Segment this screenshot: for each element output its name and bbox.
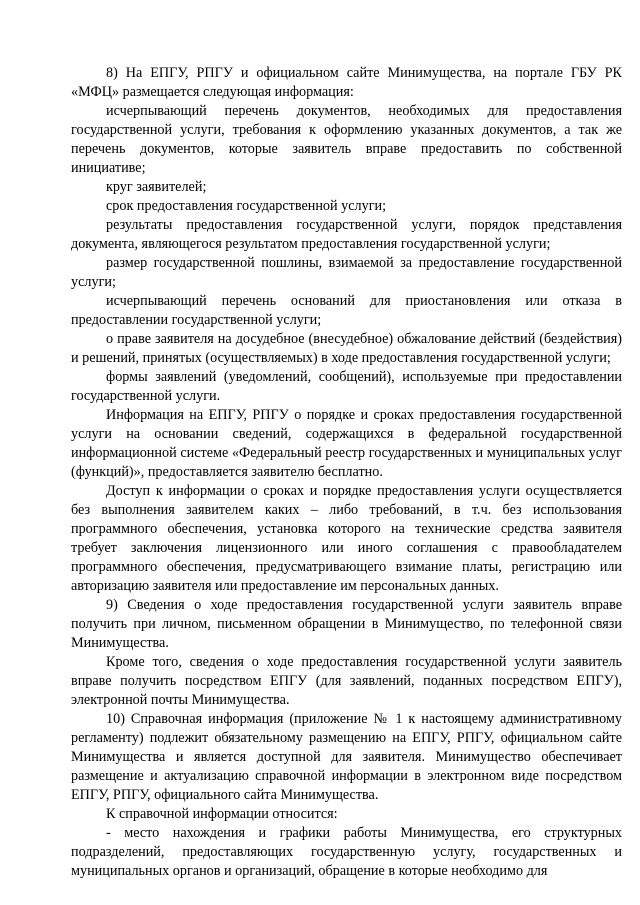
paragraph-state-fee: размер государственной пошлины, взимаемой за предоставление государственной услуги; bbox=[71, 255, 622, 290]
paragraph-applicants: круг заявителей; bbox=[106, 179, 207, 195]
paragraph-appeal-rights: о праве заявителя на досудебное (внесудебное) обжалование действий (бездействия) и решений, принятых (осуществляемых) в ходе предоставления государственной услуги; bbox=[71, 331, 622, 366]
paragraph-documents-list: исчерпывающий перечень документов, необходимых для предоставления государственной услуги, требования к оформлению указанных документов, а так же перечень документов, которые заявитель вправе предоставить по собственной инициативе; bbox=[71, 103, 622, 176]
paragraph-free-information: Информация на ЕПГУ, РПГУ о порядке и сроках предоставления государственной услуги на основании сведений, содержащихся в федеральной государственной информационной системе «Федеральный реестр государственных и муниципальных услуг (функций)», предоставляется заявителю бесплатно. bbox=[71, 407, 622, 480]
paragraph-portal-info: 8) На ЕПГУ, РПГУ и официальном сайте Минимущества, на портале ГБУ РК «МФЦ» размещается следующая информация: bbox=[71, 65, 622, 100]
paragraph-service-results: результаты предоставления государственной услуги, порядок представления документа, являющегося результатом предоставления государственной услуги; bbox=[71, 217, 622, 252]
paragraph-access-conditions: Доступ к информации о сроках и порядке предоставления услуги осуществляется без выполнения заявителем каких – либо требований, в т.ч. без использования программного обеспечения, установка которого на технические средства заявителя требует заключения лицензионного или иного соглашения с правообладателем программного обеспечения, предусматривающего взимание платы, регистрацию или авторизацию заявителя или предоставление им персональных данных. bbox=[71, 483, 622, 594]
paragraph-progress-info: 9) Сведения о ходе предоставления государственной услуги заявитель вправе получить при личном, письменном обращении в Минимущество, по телефонной связи Минимущества. bbox=[71, 597, 622, 651]
paragraph-reference-includes: К справочной информации относится: bbox=[106, 806, 338, 822]
paragraph-application-forms: формы заявлений (уведомлений, сообщений), используемые при предоставлении государственной услуги. bbox=[71, 369, 622, 404]
paragraph-location-schedule: - место нахождения и графики работы Минимущества, его структурных подразделений, предоставляющих государственную услугу, государственных и муниципальных органов и организаций, обращение в которые необходимо для bbox=[71, 825, 622, 879]
paragraph-refusal-grounds: исчерпывающий перечень оснований для приостановления или отказа в предоставлении государственной услуги; bbox=[71, 293, 622, 328]
paragraph-reference-info: 10) Справочная информация (приложение № 1 к настоящему административному регламенту) подлежит обязательному размещению на ЕПГУ, РПГУ, официальном сайте Минимущества и является доступной для заявителя. Минимущество обеспечивает размещение и актуализацию справочной информации в электронном виде посредством ЕПГУ, РПГУ, официального сайта Минимущества. bbox=[71, 711, 622, 803]
paragraph-service-term: срок предоставления государственной услуги; bbox=[106, 198, 387, 214]
paragraph-progress-online: Кроме того, сведения о ходе предоставления государственной услуги заявитель вправе получить посредством ЕПГУ (для заявлений, поданных посредством ЕПГУ), электронной почты Минимущества. bbox=[71, 654, 622, 708]
